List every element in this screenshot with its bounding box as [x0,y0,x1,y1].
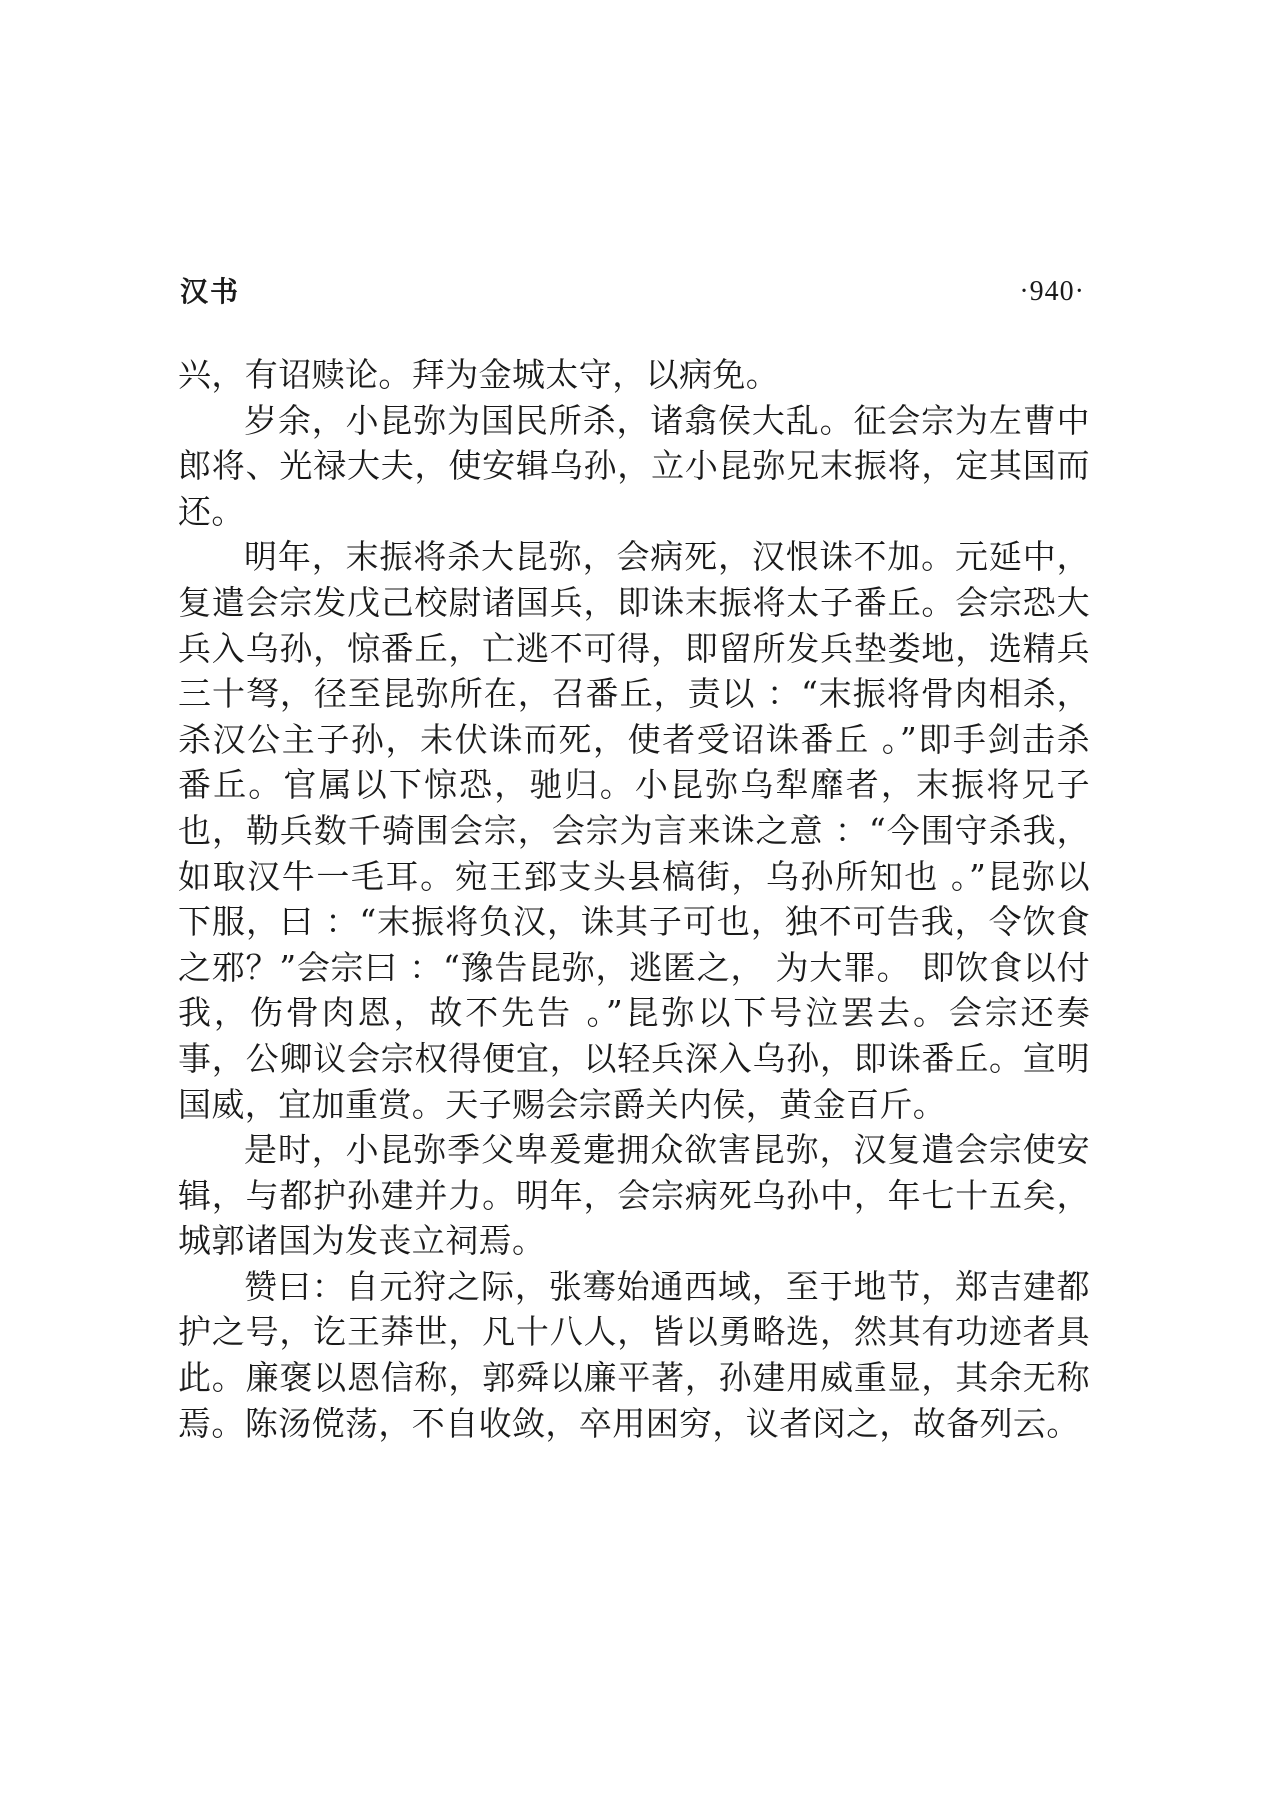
paragraph-3: 明年，末振将杀大昆弥，会病死，汉恨诛不加。元延中，复遣会宗发戊己校尉诸国兵，即诛末振将太子番丘。会宗恐大兵入乌孙，惊番丘，亡逃不可得，即留所发兵垫娄地，选精兵三十弩，径至昆弥所在，召番丘，责以 ：“末振将骨肉相杀，杀汉公主子孙，未伏诛而死，使者受诏诛番丘 。”即手剑击杀番丘。官属以下惊恐，驰归。小昆弥乌犁靡者，末振将兄子也，勒兵数千骑围会宗，会宗为言来诛之意 ：“今围守杀我，如取汉牛一毛耳。宛王郅支头县槁街，乌孙所知也 。”昆弥以下服，曰 ：“末振将负汉，诛其子可也，独不可告我，令饮食之邪？”会宗曰 ：“豫告昆弥，逃匿之， 为大罪。 即饮食以付我，伤骨肉恩，故不先告 。”昆弥以下号泣罢去。会宗还奏事，公卿议会宗权得便宜，以轻兵深入乌孙，即诛番丘。宣明国威，宜加重赏。天子赐会宗爵关内侯，黄金百斤。 [178,537,1090,1124]
body-text [178,352,1090,1446]
paragraph-5: 赞曰：自元狩之际，张骞始通西域，至于地节，郑吉建都护之号，讫王莽世，凡十八人，皆以勇略选，然其有功迹者具此。廉褒以恩信称，郭舜以廉平著，孙建用威重显，其余无称焉。陈汤傥荡，不自收敛，卒用困穷，议者闵之，故备列云。 [178,1266,1090,1443]
book-title: 汉书 [180,275,241,308]
paragraph-4: 是时，小昆弥季父卑爰疐拥众欲害昆弥，汉复遣会宗使安辑，与都护孙建并力。明年，会宗病死乌孙中，年七十五矣，城郭诸国为发丧立祠焉。 [178,1130,1090,1261]
paragraph-2: 岁余，小昆弥为国民所杀，诸翕侯大乱。征会宗为左曹中郎将、光禄大夫，使安辑乌孙，立小昆弥兄末振将，定其国而还。 [178,400,1090,531]
page-number: ·940· [1019,276,1085,307]
paragraph-1: 兴，有诏赎论。拜为金城太守，以病免。 [178,355,780,394]
running-header [180,270,1085,314]
